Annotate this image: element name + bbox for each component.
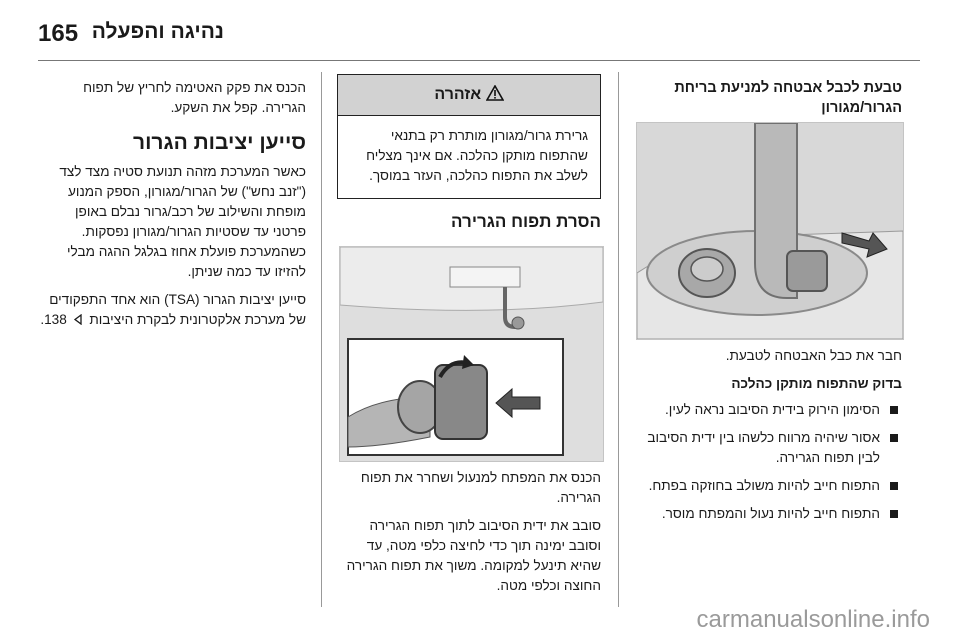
tow-ring-illustration <box>637 123 903 339</box>
warning-text: גרירת גרור/מגורון מותרת רק בתנאי שהתפוח מותקן כהלכה. אם אינך מצליח לשלב את התפוח כהלכה, העזר במוסך. <box>366 128 588 183</box>
column-divider-left <box>321 72 322 607</box>
ring-title: טבעת לכבל אבטחה למניעת בריחת הגרור/מגורון <box>674 80 902 116</box>
page-reference-icon <box>73 314 84 325</box>
warning-label: אזהרה <box>434 86 482 103</box>
right-column-lower <box>634 346 902 532</box>
removal-title: הסרת תפוח הגרירה <box>451 212 601 231</box>
list-item: התפוח חייב להיות משולב בחוזקה בפתח. <box>634 476 902 496</box>
ring-caption: חבר את כבל האבטחה לטבעת. <box>725 348 902 363</box>
bullet-square-icon <box>890 482 898 490</box>
column-divider-right <box>618 72 619 607</box>
right-column <box>634 78 902 118</box>
list-item: אסור שיהיה מרווח כלשהו בין ידית הסיבוב לבין תפוח הגרירה. <box>634 428 902 468</box>
tsa-heading: סייען יציבות הגרור <box>132 131 306 154</box>
bullet-square-icon <box>890 510 898 518</box>
watermark: carmanualsonline.info <box>696 606 930 633</box>
check-title: בדוק שהתפוח מותקן כהלכה <box>731 376 902 391</box>
left-column <box>38 78 306 338</box>
list-item: הסימון הירוק בידית הסיבוב נראה לעין. <box>634 400 902 420</box>
section-title: נהיגה והפעלה <box>91 20 224 43</box>
warning-triangle-icon <box>486 85 504 101</box>
seal-plug-text: הכנס את פקק האטימה לחריץ של תפוח הגרירה. קפל את השקע. <box>83 80 306 115</box>
removal-step-2: סובב את ידית הסיבוב לתוך תפוח הגרירה וסובב ימינה תוך כדי לחיצה כלפי מטה, עד שהיא תינעל למקומה. משוך את תפוח הגרירה החוצה וכלפי מטה. <box>346 518 601 593</box>
warning-box <box>337 74 601 199</box>
bullet-square-icon <box>890 434 898 442</box>
list-item: התפוח חייב להיות נעול והמפתח מוסר. <box>634 504 902 524</box>
removal-step-1: הכנס את המפתח למנעול ושחרר את תפוח הגרירה. <box>360 470 601 505</box>
tsa-reference: סייען יציבות הגרור (TSA) הוא אחד התפקודים של מערכת אלקטרונית לבקרת היציבות 138. <box>40 292 306 327</box>
figure-tow-ring <box>636 122 904 340</box>
warning-header <box>338 75 600 116</box>
figure-ball-removal <box>339 246 604 462</box>
middle-column <box>337 74 601 243</box>
header-rule <box>38 60 920 61</box>
check-list <box>634 400 902 524</box>
middle-column-lower <box>337 468 601 604</box>
ball-removal-illustration <box>340 247 603 461</box>
bullet-square-icon <box>890 406 898 414</box>
page-number: 165 <box>38 20 79 47</box>
tsa-description: כאשר המערכת מזהה תנועת סטיה מצד לצד ("זנב נחש") של הגרור/מגורון, הספק המנוע מופחת והשילוב של רכב/גרור נבלם באופן פרטני עד שסטיות הגרור/מגורון נפסקות. כשהמערכת פועלת אחוז בגלגל ההגה מבלי להזיזו עד כמה שניתן. <box>59 164 306 279</box>
